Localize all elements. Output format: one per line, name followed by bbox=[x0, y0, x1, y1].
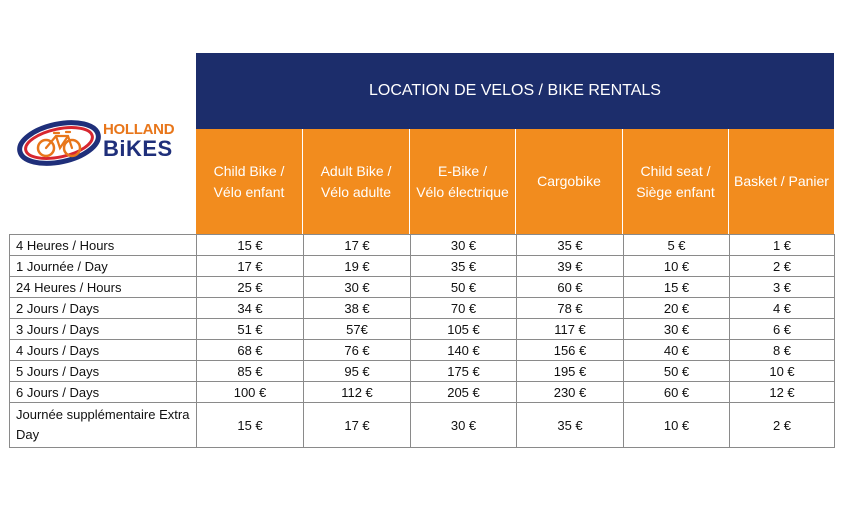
column-header-line2: Vélo enfant bbox=[213, 183, 285, 200]
price-cell: 35 € bbox=[411, 256, 517, 277]
table-row bbox=[10, 298, 835, 319]
table-row bbox=[10, 319, 835, 340]
table-row bbox=[10, 256, 835, 277]
table-row bbox=[10, 277, 835, 298]
price-cell: 100 € bbox=[197, 382, 304, 403]
price-cell: 78 € bbox=[517, 298, 624, 319]
price-cell: 15 € bbox=[197, 403, 304, 448]
price-cell: 51 € bbox=[197, 319, 304, 340]
price-cell: 1 € bbox=[730, 235, 835, 256]
column-header-line1: Child Bike / bbox=[213, 162, 285, 179]
price-cell: 15 € bbox=[197, 235, 304, 256]
row-label: 5 Jours / Days bbox=[10, 361, 197, 382]
row-label: 4 Jours / Days bbox=[10, 340, 197, 361]
price-cell: 50 € bbox=[411, 277, 517, 298]
column-header-child-bike bbox=[196, 129, 303, 234]
table-row bbox=[10, 340, 835, 361]
price-cell: 2 € bbox=[730, 256, 835, 277]
column-header-line2: Vélo adulte bbox=[320, 183, 392, 200]
price-cell: 156 € bbox=[517, 340, 624, 361]
price-cell: 25 € bbox=[197, 277, 304, 298]
price-cell: 76 € bbox=[304, 340, 411, 361]
table-row bbox=[10, 235, 835, 256]
column-header-row bbox=[196, 129, 834, 234]
price-cell: 30 € bbox=[624, 319, 730, 340]
price-cell: 85 € bbox=[197, 361, 304, 382]
price-cell: 112 € bbox=[304, 382, 411, 403]
row-label: 24 Heures / Hours bbox=[10, 277, 197, 298]
price-cell: 30 € bbox=[304, 277, 411, 298]
price-cell: 35 € bbox=[517, 403, 624, 448]
row-label: 3 Jours / Days bbox=[10, 319, 197, 340]
table-row bbox=[10, 382, 835, 403]
price-cell: 50 € bbox=[624, 361, 730, 382]
price-cell: 3 € bbox=[730, 277, 835, 298]
price-cell: 205 € bbox=[411, 382, 517, 403]
price-cell: 4 € bbox=[730, 298, 835, 319]
column-header-line1: E-Bike / bbox=[437, 162, 487, 179]
price-cell: 117 € bbox=[517, 319, 624, 340]
price-cell: 8 € bbox=[730, 340, 835, 361]
price-cell: 68 € bbox=[197, 340, 304, 361]
column-header-line2: Vélo électrique bbox=[416, 183, 509, 200]
row-label: Journée supplémentaire Extra Day bbox=[10, 403, 197, 448]
price-table bbox=[9, 234, 835, 448]
table-title: LOCATION DE VELOS / BIKE RENTALS bbox=[369, 82, 661, 99]
table-row bbox=[10, 361, 835, 382]
column-header-line1: Adult Bike / bbox=[320, 162, 392, 179]
price-cell: 230 € bbox=[517, 382, 624, 403]
table-title-banner bbox=[196, 53, 834, 129]
price-cell: 15 € bbox=[624, 277, 730, 298]
price-cell: 140 € bbox=[411, 340, 517, 361]
price-cell: 175 € bbox=[411, 361, 517, 382]
price-cell: 10 € bbox=[624, 256, 730, 277]
price-cell: 38 € bbox=[304, 298, 411, 319]
price-cell: 17 € bbox=[304, 235, 411, 256]
table-row bbox=[10, 403, 835, 448]
column-header-adult-bike bbox=[303, 129, 410, 234]
row-label: 4 Heures / Hours bbox=[10, 235, 197, 256]
price-cell: 40 € bbox=[624, 340, 730, 361]
column-header-basket bbox=[729, 129, 834, 234]
price-cell: 30 € bbox=[411, 403, 517, 448]
price-cell: 60 € bbox=[517, 277, 624, 298]
price-cell: 17 € bbox=[197, 256, 304, 277]
column-header-line1: Basket / Panier bbox=[734, 173, 829, 189]
price-cell: 20 € bbox=[624, 298, 730, 319]
price-cell: 195 € bbox=[517, 361, 624, 382]
price-cell: 57€ bbox=[304, 319, 411, 340]
column-header-line2: Siège enfant bbox=[636, 183, 715, 200]
price-cell: 39 € bbox=[517, 256, 624, 277]
column-header-cargobike bbox=[516, 129, 623, 234]
price-cell: 30 € bbox=[411, 235, 517, 256]
price-cell: 10 € bbox=[624, 403, 730, 448]
price-cell: 5 € bbox=[624, 235, 730, 256]
price-cell: 60 € bbox=[624, 382, 730, 403]
price-cell: 2 € bbox=[730, 403, 835, 448]
price-cell: 10 € bbox=[730, 361, 835, 382]
price-cell: 6 € bbox=[730, 319, 835, 340]
column-header-e-bike bbox=[410, 129, 516, 234]
column-header-child-seat bbox=[623, 129, 729, 234]
logo-wordmark-holland: HOLLAND bbox=[103, 121, 175, 138]
price-cell: 34 € bbox=[197, 298, 304, 319]
price-cell: 12 € bbox=[730, 382, 835, 403]
price-cell: 19 € bbox=[304, 256, 411, 277]
bicycle-logo-icon bbox=[16, 120, 102, 166]
price-cell: 17 € bbox=[304, 403, 411, 448]
price-cell: 70 € bbox=[411, 298, 517, 319]
column-header-line1: Cargobike bbox=[537, 173, 601, 189]
logo-wordmark-bikes: BiKES bbox=[103, 136, 173, 161]
row-label: 2 Jours / Days bbox=[10, 298, 197, 319]
row-label: 6 Jours / Days bbox=[10, 382, 197, 403]
price-cell: 95 € bbox=[304, 361, 411, 382]
holland-bikes-logo bbox=[16, 118, 186, 168]
row-label: 1 Journée / Day bbox=[10, 256, 197, 277]
price-cell: 35 € bbox=[517, 235, 624, 256]
price-cell: 105 € bbox=[411, 319, 517, 340]
column-header-line1: Child seat / bbox=[640, 162, 711, 179]
